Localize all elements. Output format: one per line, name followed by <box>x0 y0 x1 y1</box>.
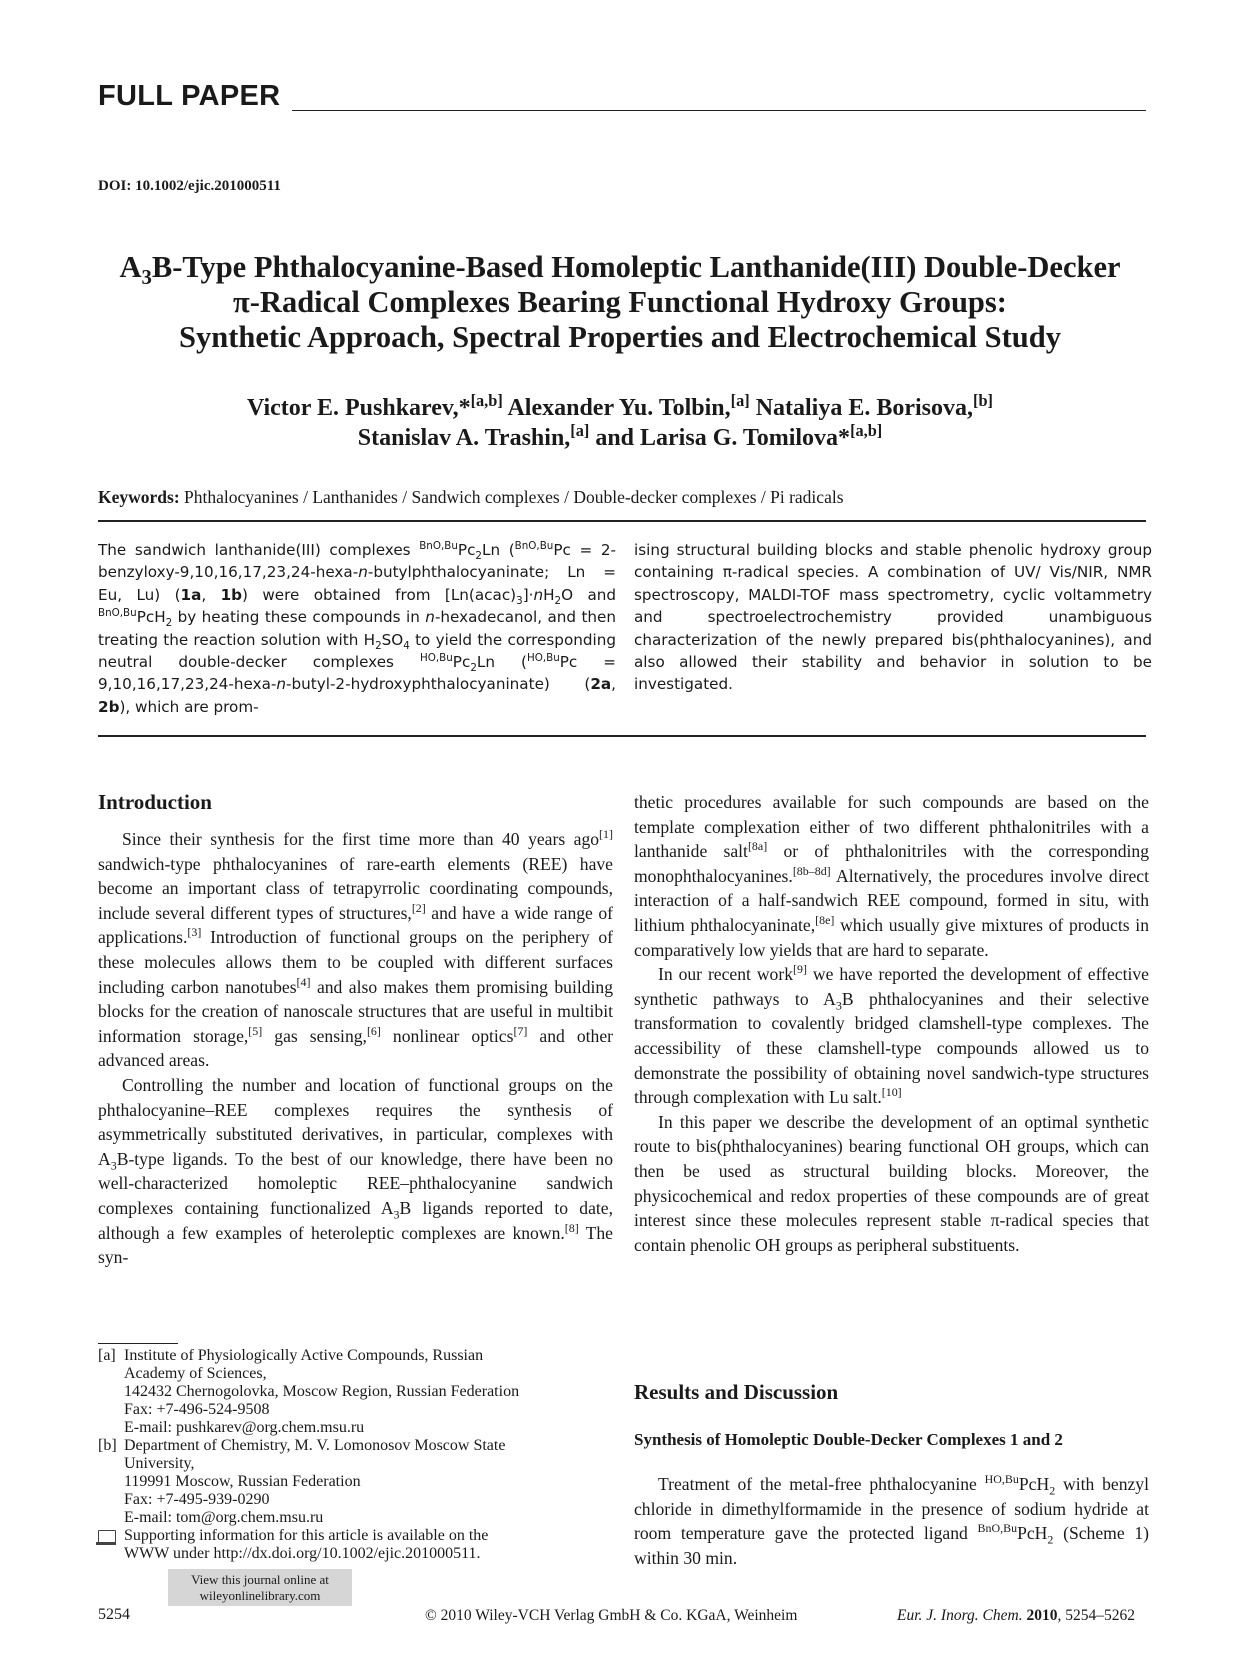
results-paragraph-1: Treatment of the metal-free phthalocyanine $^{HO,Bu}$PcH$_2$ with benzyl chloride in dimethylformamide in the presence of sodium hydride at room temperature gave the protected ligand $^{BnO,Bu}$PcH$_2$ (Scheme 1) within 30 min. <box>634 1472 1150 1568</box>
journal-citation: Eur. J. Inorg. Chem. 2010, 5254–5262 <box>897 1607 1135 1624</box>
section-label: FULL PAPER <box>98 80 281 112</box>
results-subheading: Synthesis of Homoleptic Double-Decker Complexes 1 and 2 <box>634 1430 1063 1449</box>
affiliations <box>98 1347 613 1563</box>
abstract-bottom-rule <box>98 735 1146 737</box>
intro-paragraph-2: Controlling the number and location of functional groups on the phthalocyanine–REE complexes requires the synthesis of asymmetrically substituted derivatives, in particular, complexes with $A_3B$-type ligands. To the best of our knowledge, there have been no well-characterized homoleptic REE–phthalocyanine sandwich complexes containing functionalized $A_3B$ ligands reported to date, although a few examples of heteroleptic complexes are known.[8] The syn- <box>98 1074 613 1268</box>
abstract-right: ising structural building blocks and stable phenolic hydroxy group containing π-radical species. A combination of UV/ Vis/NIR, NMR spectroscopy, MALDI-TOF mass spectrometry, cyclic voltammetry and spectroelectrochemistry provided unambiguous characterization of the newly prepared bis(phthalocyanines), and also allowed their stability and behavior in solution to be investigated. <box>634 541 1152 694</box>
results-column <box>634 1472 1149 1570</box>
author-line-2: Stanislav A. Trashin,[a] and Larisa G. Tomilova*[a,b] <box>357 421 883 451</box>
copyright: © 2010 Wiley-VCH Verlag GmbH & Co. KGaA, Weinheim <box>425 1607 798 1624</box>
header-rule <box>292 110 1146 111</box>
author-list <box>60 393 1180 453</box>
affiliation-a: [a] Institute of Physiologically Active Compounds, Russian Academy of Sciences, 142432 Chernogolovka, Moscow Region, Russian Federation Fax: +7-496-524-9508 E-mail: pushkarev@org.chem.msu.ru <box>98 1347 520 1436</box>
introduction-right-column <box>634 790 1149 1257</box>
introduction-left-column <box>98 827 613 1270</box>
supporting-information: Supporting information for this article is available on the WWW under http://dx.doi.org/10.1002/ejic.201000511. <box>98 1527 613 1563</box>
doi: DOI: 10.1002/ejic.201000511 <box>98 178 281 194</box>
intro-paragraph-4: In our recent work[9] we have reported the development of effective synthetic pathways to $A_3B$ phthalocyanines and their selective transformation to covalently bridged clamshell-type complexes. The accessibility of these clamshell-type compounds allowed us to demonstrate the possibility of obtaining novel sandwich-type structures through complexation with Lu salt.[10] <box>634 962 1149 1108</box>
page-number: 5254 <box>98 1606 130 1623</box>
introduction-heading: Introduction <box>98 790 212 814</box>
intro-paragraph-1: Since their synthesis for the first time more than 40 years ago[1] sandwich-type phthalocyanines of rare-earth elements (REE) have become an important class of tetrapyrrolic coordinating compounds, include several different types of structures,[2] and have a wide range of applications.[3] Introduction of functional groups on the periphery of these molecules allows them to be coupled with different surfaces including carbon nanotubes[4] and also makes them promising building blocks for the creation of nanoscale structures that are useful in multibit information storage,[5] gas sensing,[6] nonlinear optics[7] and other advanced areas. <box>98 827 613 1071</box>
journal-online-box[interactable]: View this journal online at wileyonlinelibrary.com <box>168 1569 352 1606</box>
keywords: Keywords: Phthalocyanines / Lanthanides / Sandwich complexes / Double-decker complexes / Pi radicals <box>98 487 844 507</box>
computer-icon <box>98 1530 116 1543</box>
title-line-1: $A_3B$-Type Phthalocyanine-Based Homoleptic Lanthanide(III) Double-Decker <box>119 250 1121 290</box>
results-heading: Results and Discussion <box>634 1380 839 1404</box>
title-line-2: π-Radical Complexes Bearing Functional Hydroxy Groups: <box>233 285 1007 319</box>
author-line-1: Victor E. Pushkarev,*[a,b] Alexander Yu. Tolbin,[a] Nataliya E. Borisova,[b] <box>247 391 993 421</box>
article-title <box>60 250 1180 355</box>
supporting-info-link[interactable]: WWW under http://dx.doi.org/10.1002/ejic.201000511. <box>124 1545 481 1562</box>
title-line-3: Synthetic Approach, Spectral Properties and Electrochemical Study <box>179 320 1061 354</box>
abstract-top-rule <box>98 520 1146 522</box>
intro-paragraph-3: thetic procedures available for such compounds are based on the template complexation either of two different phthalonitriles with a lanthanide salt[8a] or of phthalonitriles with the corresponding monophthalocyanines.[8b–8d] Alternatively, the procedures involve direct interaction of a half-sandwich REE compound, formed in situ, with lithium phthalocyaninate,[8e] which usually give mixtures of products in comparatively low yields that are hard to separate. <box>634 792 1149 960</box>
abstract-left: The sandwich lanthanide(III) complexes $^{BnO,Bu}Pc_2Ln$ ($^{BnO,Bu}$Pc = 2-benzyloxy-9,10,16,17,23,24-hexa-n-butylphthalocyaninate; Ln = Eu, Lu) (1a, 1b) were obtained from $[Ln(acac)_3]\cdot nH_2O$ and $^{BnO,Bu}$PcH$_2$ by heating these compounds in n-hexadecanol, and then treating the reaction solution with $H_2SO_4$ to yield the corresponding neutral double-decker complexes $^{HO,Bu}Pc_2Ln$ ($^{HO,Bu}$Pc = 9,10,16,17,23,24-hexa-n-butyl-2-hydroxyphthalocyaninate) (2a, 2b), which are prom- <box>98 539 617 716</box>
affiliation-b: [b] Department of Chemistry, M. V. Lomonosov Moscow State University, 119991 Moscow, Russian Federation Fax: +7-495-939-0290 E-mail: tom@org.chem.msu.ru <box>98 1437 506 1526</box>
intro-paragraph-5: In this paper we describe the development of an optimal synthetic route to bis(phthalocyanines) bearing functional OH groups, which can then be used as structural building blocks. Moreover, the physicochemical and redox properties of these compounds are of great interest since these molecules represent stable π-radical species that contain phenolic OH groups as peripheral substituents. <box>634 1111 1149 1255</box>
footnote-rule <box>98 1343 178 1344</box>
